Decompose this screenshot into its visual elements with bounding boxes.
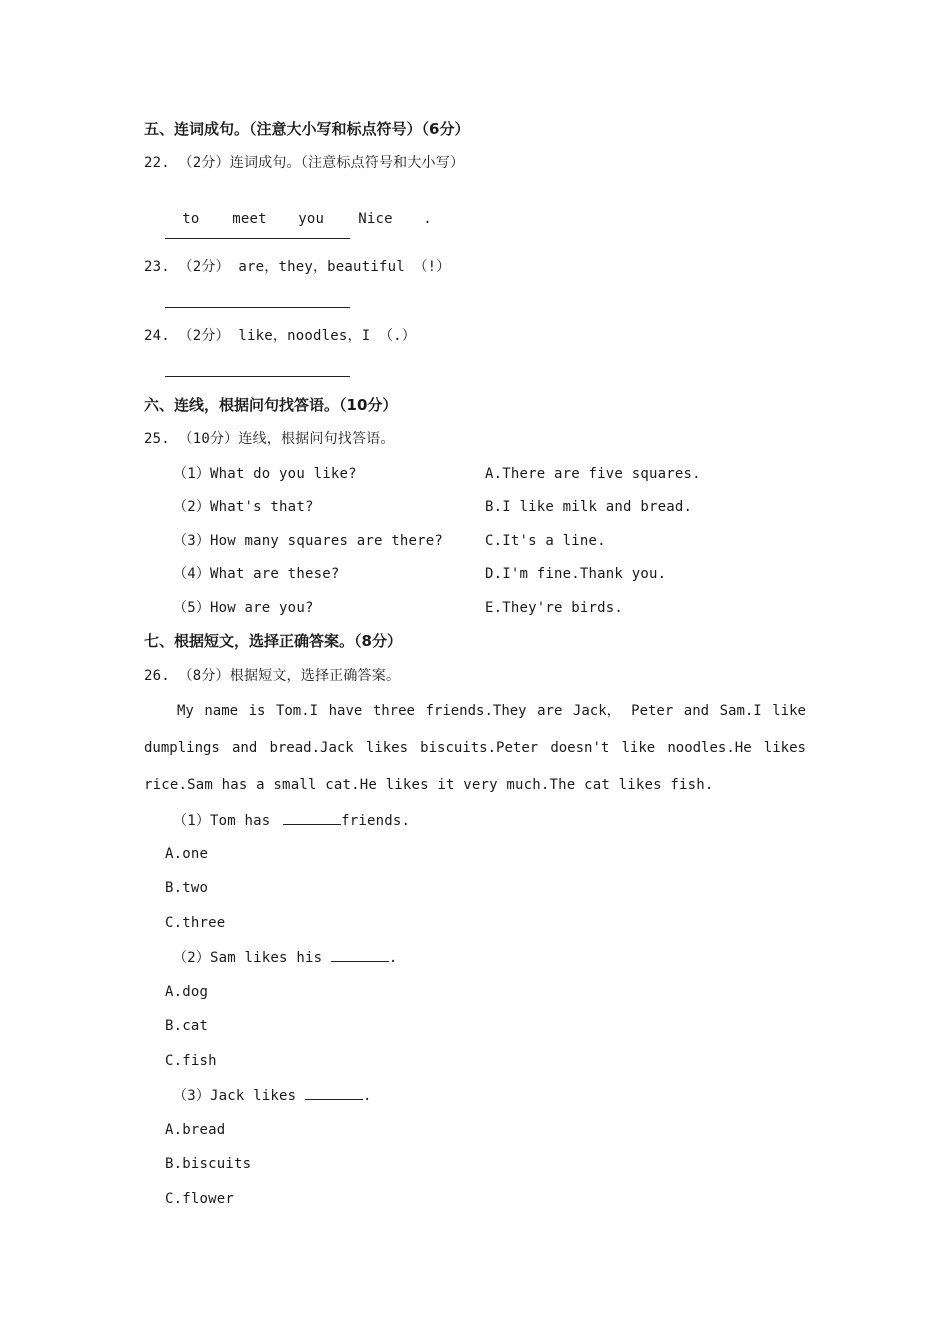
passage-word: Peter [631,703,674,719]
option-c[interactable]: C.flower [165,1191,235,1207]
option-b[interactable]: B.biscuits [165,1156,252,1172]
passage-word: biscuits.Peter [420,740,539,756]
question-25-stem: 25. （10分）连线，根据问句找答语。 [144,431,395,447]
passage-word: noodles.He [667,740,752,756]
match-answer[interactable]: A.There are five squares. [485,466,701,482]
option-b[interactable]: B.cat [165,1018,209,1034]
answer-line-23[interactable] [165,307,350,308]
option-a[interactable]: A.dog [165,984,209,1000]
passage-word: likes [365,740,409,756]
passage-word: is [248,703,266,719]
option-c[interactable]: C.fish [165,1053,217,1069]
passage-word: Tom.I [275,703,319,719]
sub-question-prefix: （2）Sam likes his [173,950,331,966]
sub-question-prefix: （3）Jack likes [173,1088,305,1104]
match-answer[interactable]: B.I like milk and bread. [485,499,693,515]
match-answer[interactable]: C.It's a line. [485,533,606,549]
question-26-stem: 26. （8分）根据短文，选择正确答案。 [144,668,401,684]
scrambled-word: Nice [358,211,393,227]
answer-line-24[interactable] [165,376,350,377]
passage-word: Sam.I [719,703,762,719]
sub-question-1 [173,810,410,831]
match-question[interactable]: （5）How are you? [173,600,314,616]
question-22-words [165,189,432,229]
answer-line-22[interactable] [165,238,350,239]
sub-question-prefix: （1）Tom has [173,813,280,829]
scrambled-word: meet [232,211,267,227]
passage-word: are [537,703,563,719]
question-24-stem: 24. （2分） like，noodles，I （.） [144,328,416,344]
sub-question-suffix: friends. [341,813,411,829]
scrambled-word: to [182,211,200,227]
sub-question-3 [173,1085,372,1106]
match-answer[interactable]: E.They're birds. [485,600,624,616]
passage-line-3: rice.Sam has a small cat.He likes it very much.The cat likes fish. [144,777,714,793]
match-question[interactable]: （1）What do you like? [173,466,357,482]
scrambled-word: you [298,211,325,227]
question-22-stem: 22. （2分）连词成句。（注意标点符号和大小写） [144,155,465,171]
option-a[interactable]: A.one [165,846,209,862]
passage-word: like [772,703,806,719]
answer-blank[interactable] [283,810,341,825]
passage-word: Jack， [572,703,621,719]
match-question[interactable]: （3）How many squares are there? [173,533,444,549]
option-a[interactable]: A.bread [165,1122,226,1138]
passage-word: friends.They [425,703,527,719]
passage-word: likes [763,740,806,756]
sub-question-2 [173,947,397,968]
passage-word: and [232,740,258,756]
passage-word: dumplings [144,740,220,756]
passage-word: My [177,703,194,719]
section-heading-7: 七、根据短文，选择正确答案。（8分） [144,632,402,650]
answer-blank[interactable] [331,947,389,962]
passage-word: have [328,703,363,719]
match-question[interactable]: （4）What are these? [173,566,340,582]
sub-question-suffix: . [388,950,398,966]
question-23-stem: 23. （2分） are，they，beautiful （!） [144,259,451,275]
sub-question-suffix: . [362,1088,372,1104]
section-heading-5: 五、连词成句。（注意大小写和标点符号）（6分） [144,120,470,138]
scrambled-word: . [423,211,432,227]
passage-word: three [372,703,415,719]
passage-line-1 [144,701,806,721]
passage-word: name [204,703,239,719]
option-b[interactable]: B.two [165,880,209,896]
answer-blank[interactable] [305,1085,363,1100]
passage-word: doesn't [550,740,610,756]
passage-line-2 [144,738,806,758]
passage-word: like [621,740,656,756]
passage-word: bread.Jack [269,740,354,756]
match-answer[interactable]: D.I'm fine.Thank you. [485,566,667,582]
passage-word: and [683,703,710,719]
match-question[interactable]: （2）What's that? [173,499,314,515]
section-heading-6: 六、连线，根据问句找答语。（10分） [144,396,398,414]
option-c[interactable]: C.three [165,915,226,931]
